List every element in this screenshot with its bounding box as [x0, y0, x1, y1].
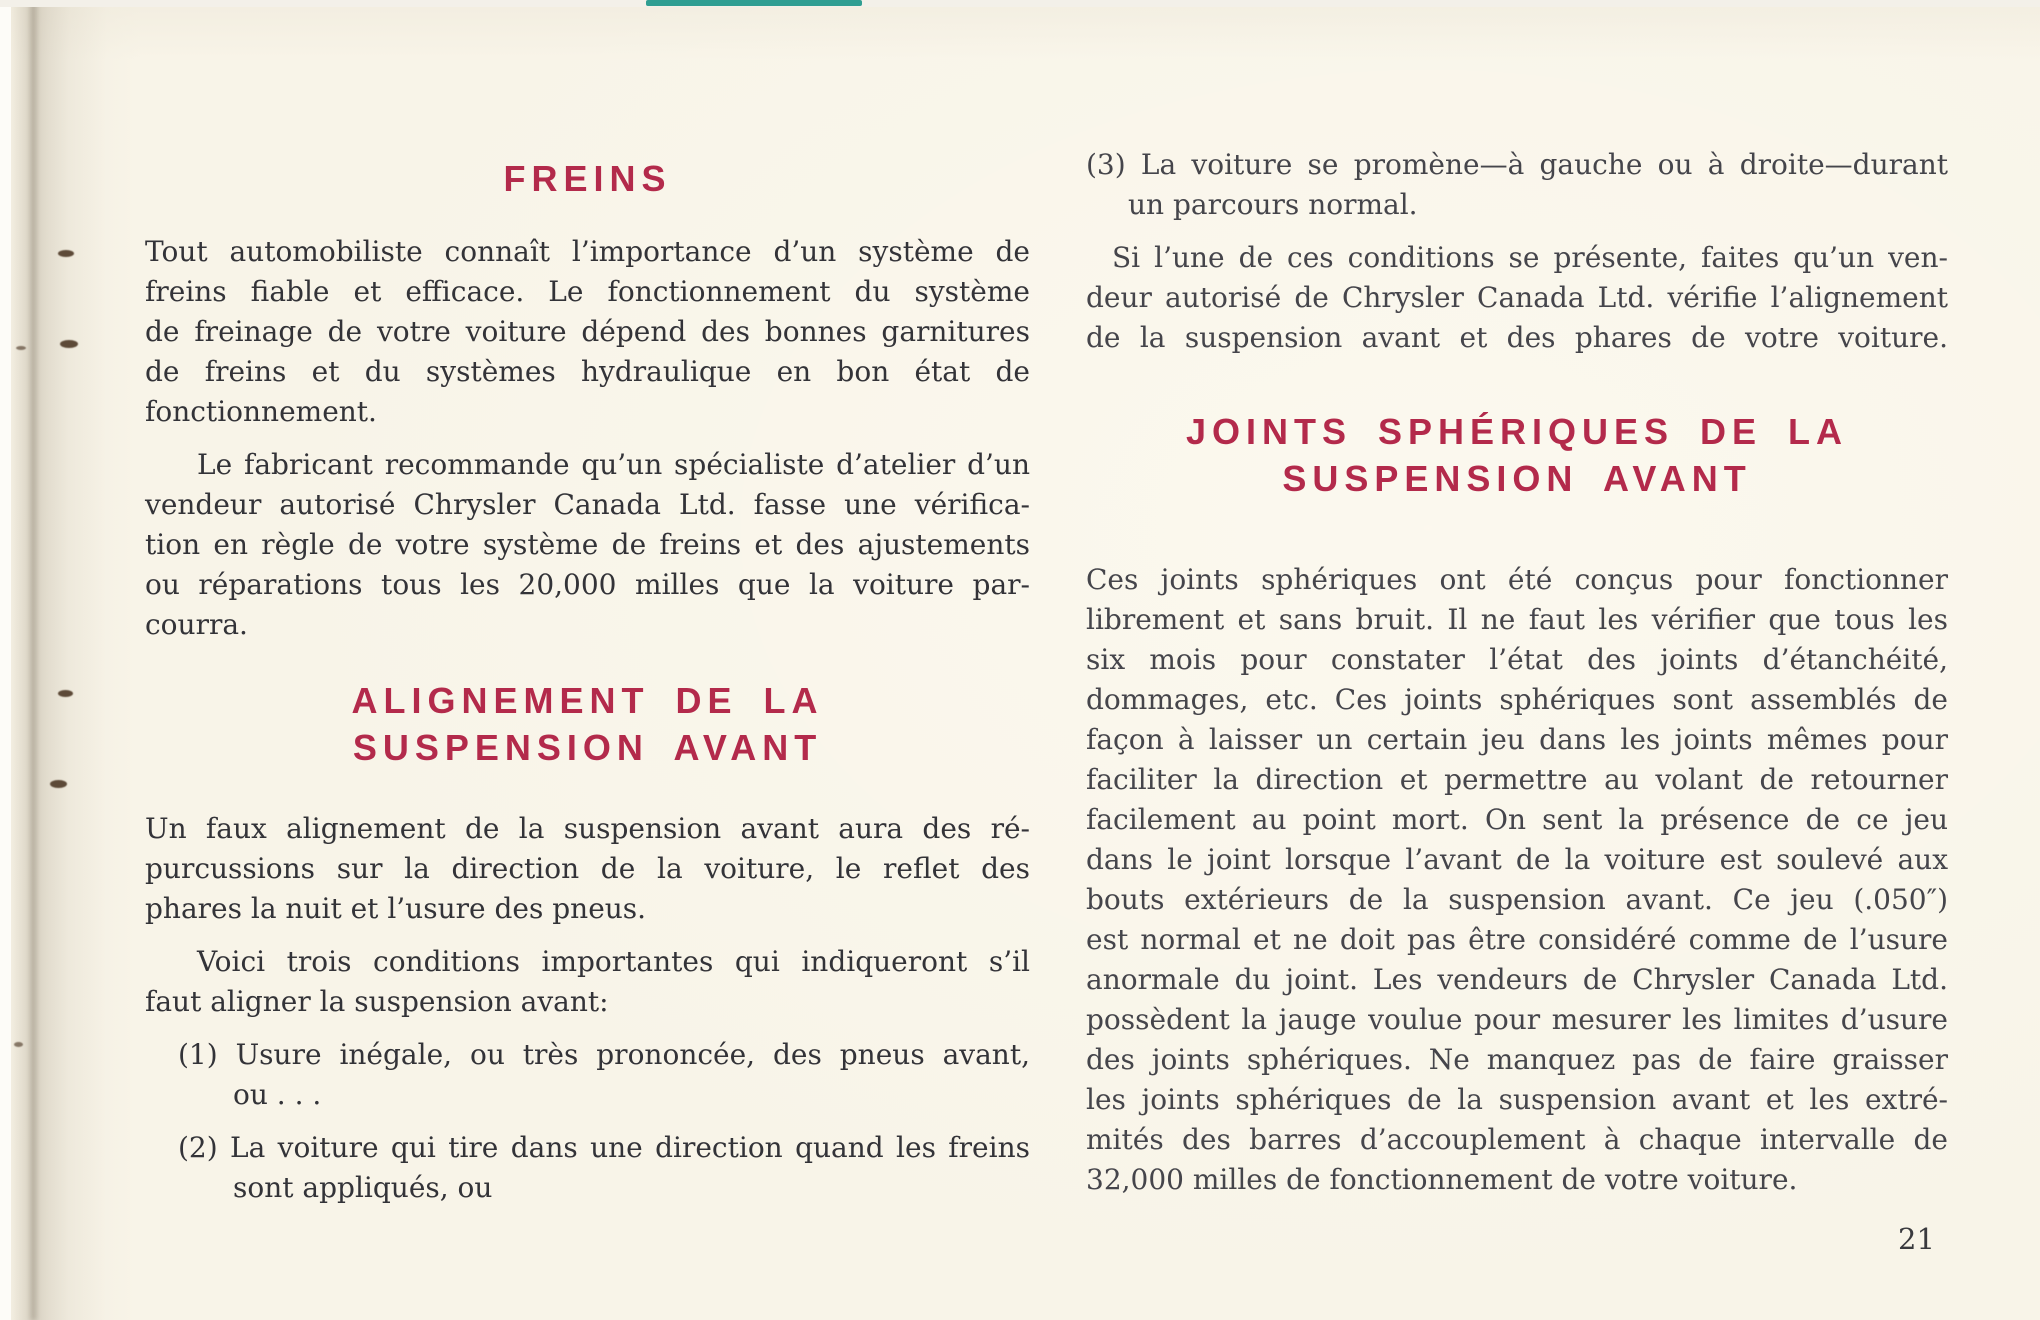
- text-line: faciliter la direction et permettre au volant de retourner: [1086, 763, 1948, 796]
- text-line: ou réparations tous les 20,000 milles que la voiture par-: [145, 568, 1030, 601]
- right-column: [1086, 145, 1948, 1200]
- heading-alignement: [145, 677, 1030, 771]
- text-line: Tout automobiliste connaît l’importance d’un système de: [145, 235, 1030, 268]
- paragraph: [1086, 560, 1948, 1200]
- heading-joints-spheriques: [1086, 408, 1948, 502]
- text-line: librement et sans bruit. Il ne faut les vérifier que tous les: [1086, 603, 1948, 636]
- text-line: de la suspension avant et des phares de votre voiture.: [1086, 321, 1948, 354]
- text-line: courra.: [145, 608, 248, 641]
- heading-line: FREINS: [503, 158, 672, 199]
- text-line: (3) La voiture se promène—à gauche ou à droite—durant: [1086, 148, 1948, 181]
- text-line: faut aligner la suspension avant:: [145, 985, 609, 1018]
- text-line: Un faux alignement de la suspension avant aura des ré-: [145, 812, 1030, 845]
- text-line: phares la nuit et l’usure des pneus.: [145, 892, 647, 925]
- scan-artifact-teal-line: [646, 0, 862, 6]
- text-line: ou . . .: [233, 1078, 322, 1111]
- text-line: de freinage de votre voiture dépend des bonnes garnitures: [145, 315, 1030, 348]
- text-line: (1) Usure inégale, ou très prononcée, des pneus avant,: [178, 1038, 1030, 1071]
- paragraph: [145, 1128, 1030, 1208]
- text-line: des joints sphériques. Ne manquez pas de faire graisser: [1086, 1043, 1948, 1076]
- paragraph: [145, 809, 1030, 929]
- text-line: Ces joints sphériques ont été conçus pour fonctionner: [1086, 563, 1948, 596]
- text-line: de freins et du systèmes hydraulique en bon état de: [145, 355, 1030, 388]
- text-line: dans le joint lorsque l’avant de la voiture est soulevé aux: [1086, 843, 1948, 876]
- text-line: facilement au point mort. On sent la présence de ce jeu: [1086, 803, 1948, 836]
- binding-speck: [58, 690, 73, 697]
- heading-freins: [145, 155, 1030, 202]
- text-line: freins fiable et efficace. Le fonctionnement du système: [145, 275, 1030, 308]
- paragraph: [1086, 145, 1948, 225]
- text-line: dommages, etc. Ces joints sphériques sont assemblés de: [1086, 683, 1948, 716]
- binding-crease: [12, 0, 107, 1320]
- text-line: vendeur autorisé Chrysler Canada Ltd. fasse une vérifica-: [145, 488, 1030, 521]
- text-line: façon à laisser un certain jeu dans les joints mêmes pour: [1086, 723, 1948, 756]
- paragraph: [145, 1035, 1030, 1115]
- paragraph: [1086, 238, 1948, 358]
- text-line: les joints sphériques de la suspension avant et les extré-: [1086, 1083, 1948, 1116]
- text-line: sont appliqués, ou: [233, 1171, 493, 1204]
- text-line: possèdent la jauge voulue pour mesurer les limites d’usure: [1086, 1003, 1948, 1036]
- text-line: anormale du joint. Les vendeurs de Chrysler Canada Ltd.: [1086, 963, 1948, 996]
- text-line: est normal et ne doit pas être considéré comme de l’usure: [1086, 923, 1948, 956]
- text-line: purcussions sur la direction de la voiture, le reflet des: [145, 852, 1030, 885]
- heading-line: JOINTS SPHÉRIQUES DE LA: [1185, 411, 1849, 452]
- text-line: Le fabricant recommande qu’un spécialiste d’atelier d’un: [197, 448, 1030, 481]
- binding-speck: [16, 346, 26, 350]
- paragraph: [145, 445, 1030, 645]
- page-number: 21: [1898, 1222, 1935, 1256]
- heading-line: ALIGNEMENT DE LA: [351, 680, 824, 721]
- heading-line: SUSPENSION AVANT: [352, 727, 823, 768]
- binding-speck: [60, 340, 78, 348]
- scan-edge-top: [0, 0, 2040, 7]
- text-line: mités des barres d’accouplement à chaque intervalle de: [1086, 1123, 1948, 1156]
- binding-speck: [58, 250, 74, 257]
- text-line: (2) La voiture qui tire dans une direction quand les freins: [178, 1131, 1030, 1164]
- binding-speck: [14, 1042, 23, 1047]
- text-line: deur autorisé de Chrysler Canada Ltd. vérifie l’alignement: [1086, 281, 1948, 314]
- paragraph: [145, 232, 1030, 432]
- scan-edge-left: [0, 0, 11, 1320]
- paragraph: [145, 942, 1030, 1022]
- text-line: six mois pour constater l’état des joints d’étanchéité,: [1086, 643, 1948, 676]
- binding-speck: [50, 780, 67, 788]
- heading-line: SUSPENSION AVANT: [1282, 458, 1752, 499]
- binding-crease-line: [30, 0, 37, 1320]
- text-line: 32,000 milles de fonctionnement de votre voiture.: [1086, 1163, 1798, 1196]
- text-line: bouts extérieurs de la suspension avant. Ce jeu (.050″): [1086, 883, 1948, 916]
- left-column: [145, 155, 1030, 1208]
- text-line: fonctionnement.: [145, 395, 377, 428]
- text-line: Voici trois conditions importantes qui indiqueront s’il: [197, 945, 1030, 978]
- text-line: tion en règle de votre système de freins et des ajustements: [145, 528, 1030, 561]
- text-line: Si l’une de ces conditions se présente, faites qu’un ven-: [1112, 241, 1948, 274]
- text-line: un parcours normal.: [1128, 188, 1418, 221]
